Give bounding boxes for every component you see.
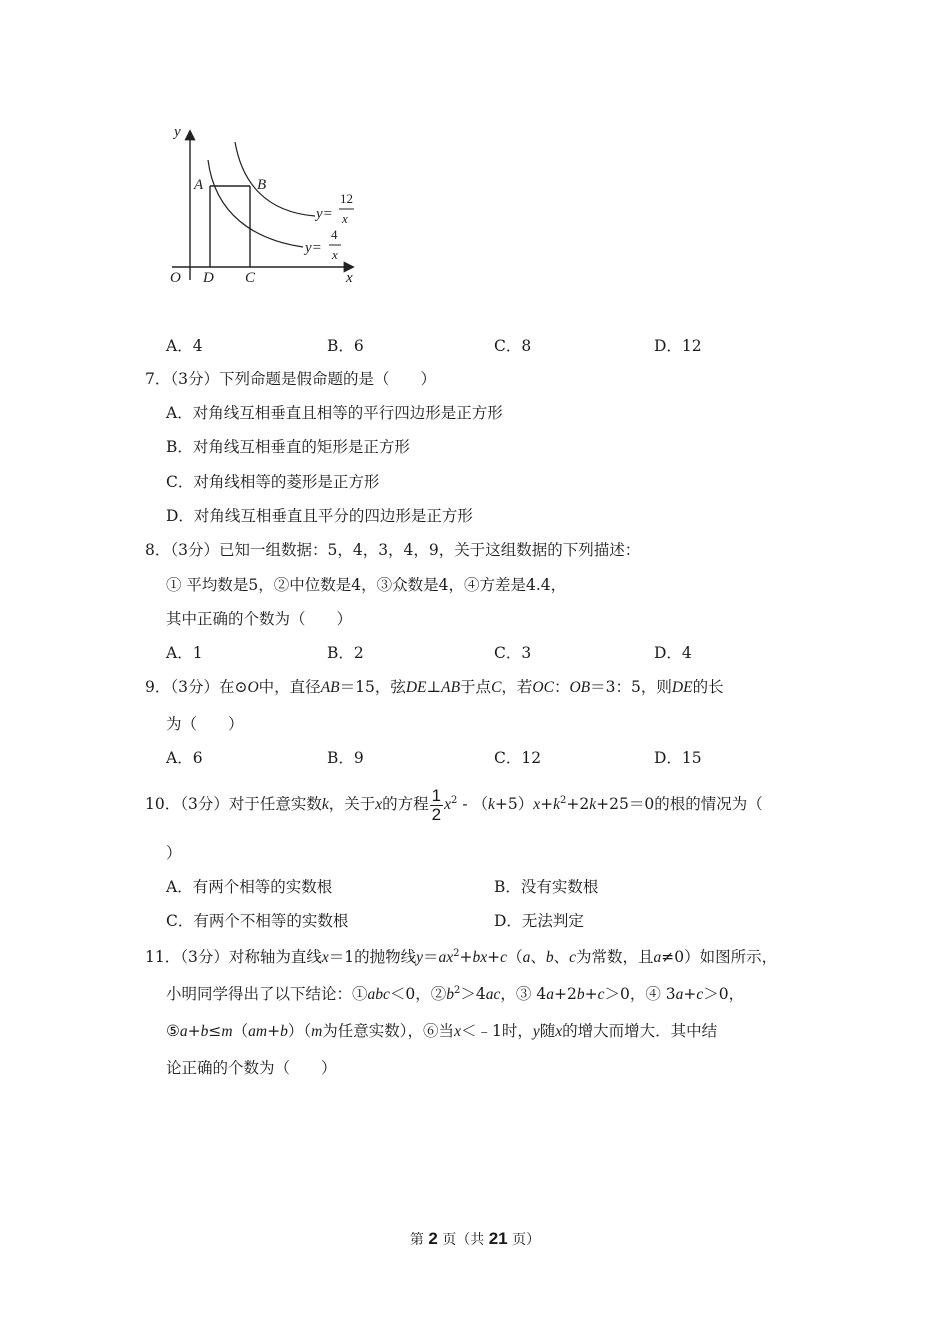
q6-option-b: B．6 — [327, 337, 364, 355]
q7-option-c: C．对角线相等的菱形是正方形 — [166, 473, 380, 491]
q8-option-b: B．2 — [327, 644, 364, 662]
total-page-count: 21 — [488, 1229, 508, 1248]
function-graph-figure — [160, 120, 370, 290]
q10-fraction: $\frac{1}{2}$ — [431, 785, 442, 824]
y-axis-label: y — [174, 124, 181, 140]
q7-option-b: B．对角线互相垂直的矩形是正方形 — [166, 438, 410, 456]
q11-conclusions-1: 小明同学得出了以下结论：①abc＜0，$②b^2>4ac$，③ 4a+2b+c＞0，④ 3a+c＞0， — [166, 984, 745, 1003]
q10-stem-continued: ） — [166, 844, 182, 862]
q9-stem: 9．（3分）在⊙O中，直径AB＝15，弦DE⊥AB于点C，若OC：OB＝3：5，则DE的长 — [145, 678, 724, 696]
curve-y-12-over-x — [235, 142, 315, 216]
q6-option-c: C．8 — [494, 337, 532, 355]
curve2-label: y= — [305, 240, 322, 256]
curve1-label: y= — [316, 206, 333, 222]
curve1-denominator: x — [342, 211, 348, 226]
point-B-label: B — [257, 177, 267, 193]
q7-option-a: A．对角线互相垂直且相等的平行四边形是正方形 — [166, 404, 503, 422]
curve2-numerator: 4 — [331, 227, 338, 242]
q10-stem: 10．（3分）对于任意实数k，关于x的方程 $\frac{1}{2}$ $x^2 - (k+5)x+k^2+2k+25=0$的根的情况为（ — [145, 785, 763, 824]
page-footer: 第 2 页（共 21 页） — [409, 1229, 541, 1248]
point-C-label: C — [245, 270, 256, 286]
q9-option-a: A．6 — [166, 749, 203, 767]
q11-stem: 11．（3分）对称轴为直线x＝1的抛物线$y=ax^2+bx+c(a$、b、c为常数，且a≠0）如图所示， — [145, 947, 778, 966]
origin-label: O — [170, 270, 181, 286]
point-A-label: A — [194, 177, 204, 193]
q9-option-c: C．12 — [494, 749, 542, 767]
current-page-number: 2 — [428, 1229, 438, 1248]
x-axis-label: x — [346, 270, 353, 286]
q8-option-a: A．1 — [166, 644, 203, 662]
curve1-numerator: 12 — [340, 191, 353, 206]
q6-option-a: A．4 — [166, 337, 203, 355]
q8-stem: 8．（3分）已知一组数据：5，4，3，4，9，关于这组数据的下列描述： — [145, 541, 641, 559]
q8-statements: ① 平均数是5，②中位数是4，③众数是4，④方差是4.4， — [166, 576, 567, 594]
q6-option-d: D．12 — [654, 337, 702, 355]
q7-stem: 7．（3分）下列命题是假命题的是（ ） — [145, 370, 436, 388]
q9-option-b: B．9 — [327, 749, 364, 767]
q8-question: 其中正确的个数为（ ） — [166, 610, 353, 628]
q10-option-d: D．无法判定 — [494, 912, 584, 930]
q10-option-a: A．有两个相等的实数根 — [166, 878, 333, 896]
q7-option-d: D．对角线互相垂直且平分的四边形是正方形 — [166, 507, 473, 525]
q10-option-b: B．没有实数根 — [494, 878, 599, 896]
curve2-denominator: x — [332, 247, 338, 262]
point-D-label: D — [203, 270, 214, 286]
q8-option-d: D．4 — [654, 644, 692, 662]
q11-question: 论正确的个数为（ ） — [166, 1059, 337, 1077]
q9-option-d: D．15 — [654, 749, 702, 767]
curve-y-4-over-x — [208, 160, 303, 247]
q10-option-c: C．有两个不相等的实数根 — [166, 912, 349, 930]
q8-option-c: C．3 — [494, 644, 532, 662]
q9-stem-continued: 为（ ） — [166, 715, 244, 733]
q11-conclusions-2: ⑤a+b≤m（am+b）（m为任意实数），⑥当x＜﹣1时，y随x的增大而增大．其中结 — [166, 1022, 718, 1040]
